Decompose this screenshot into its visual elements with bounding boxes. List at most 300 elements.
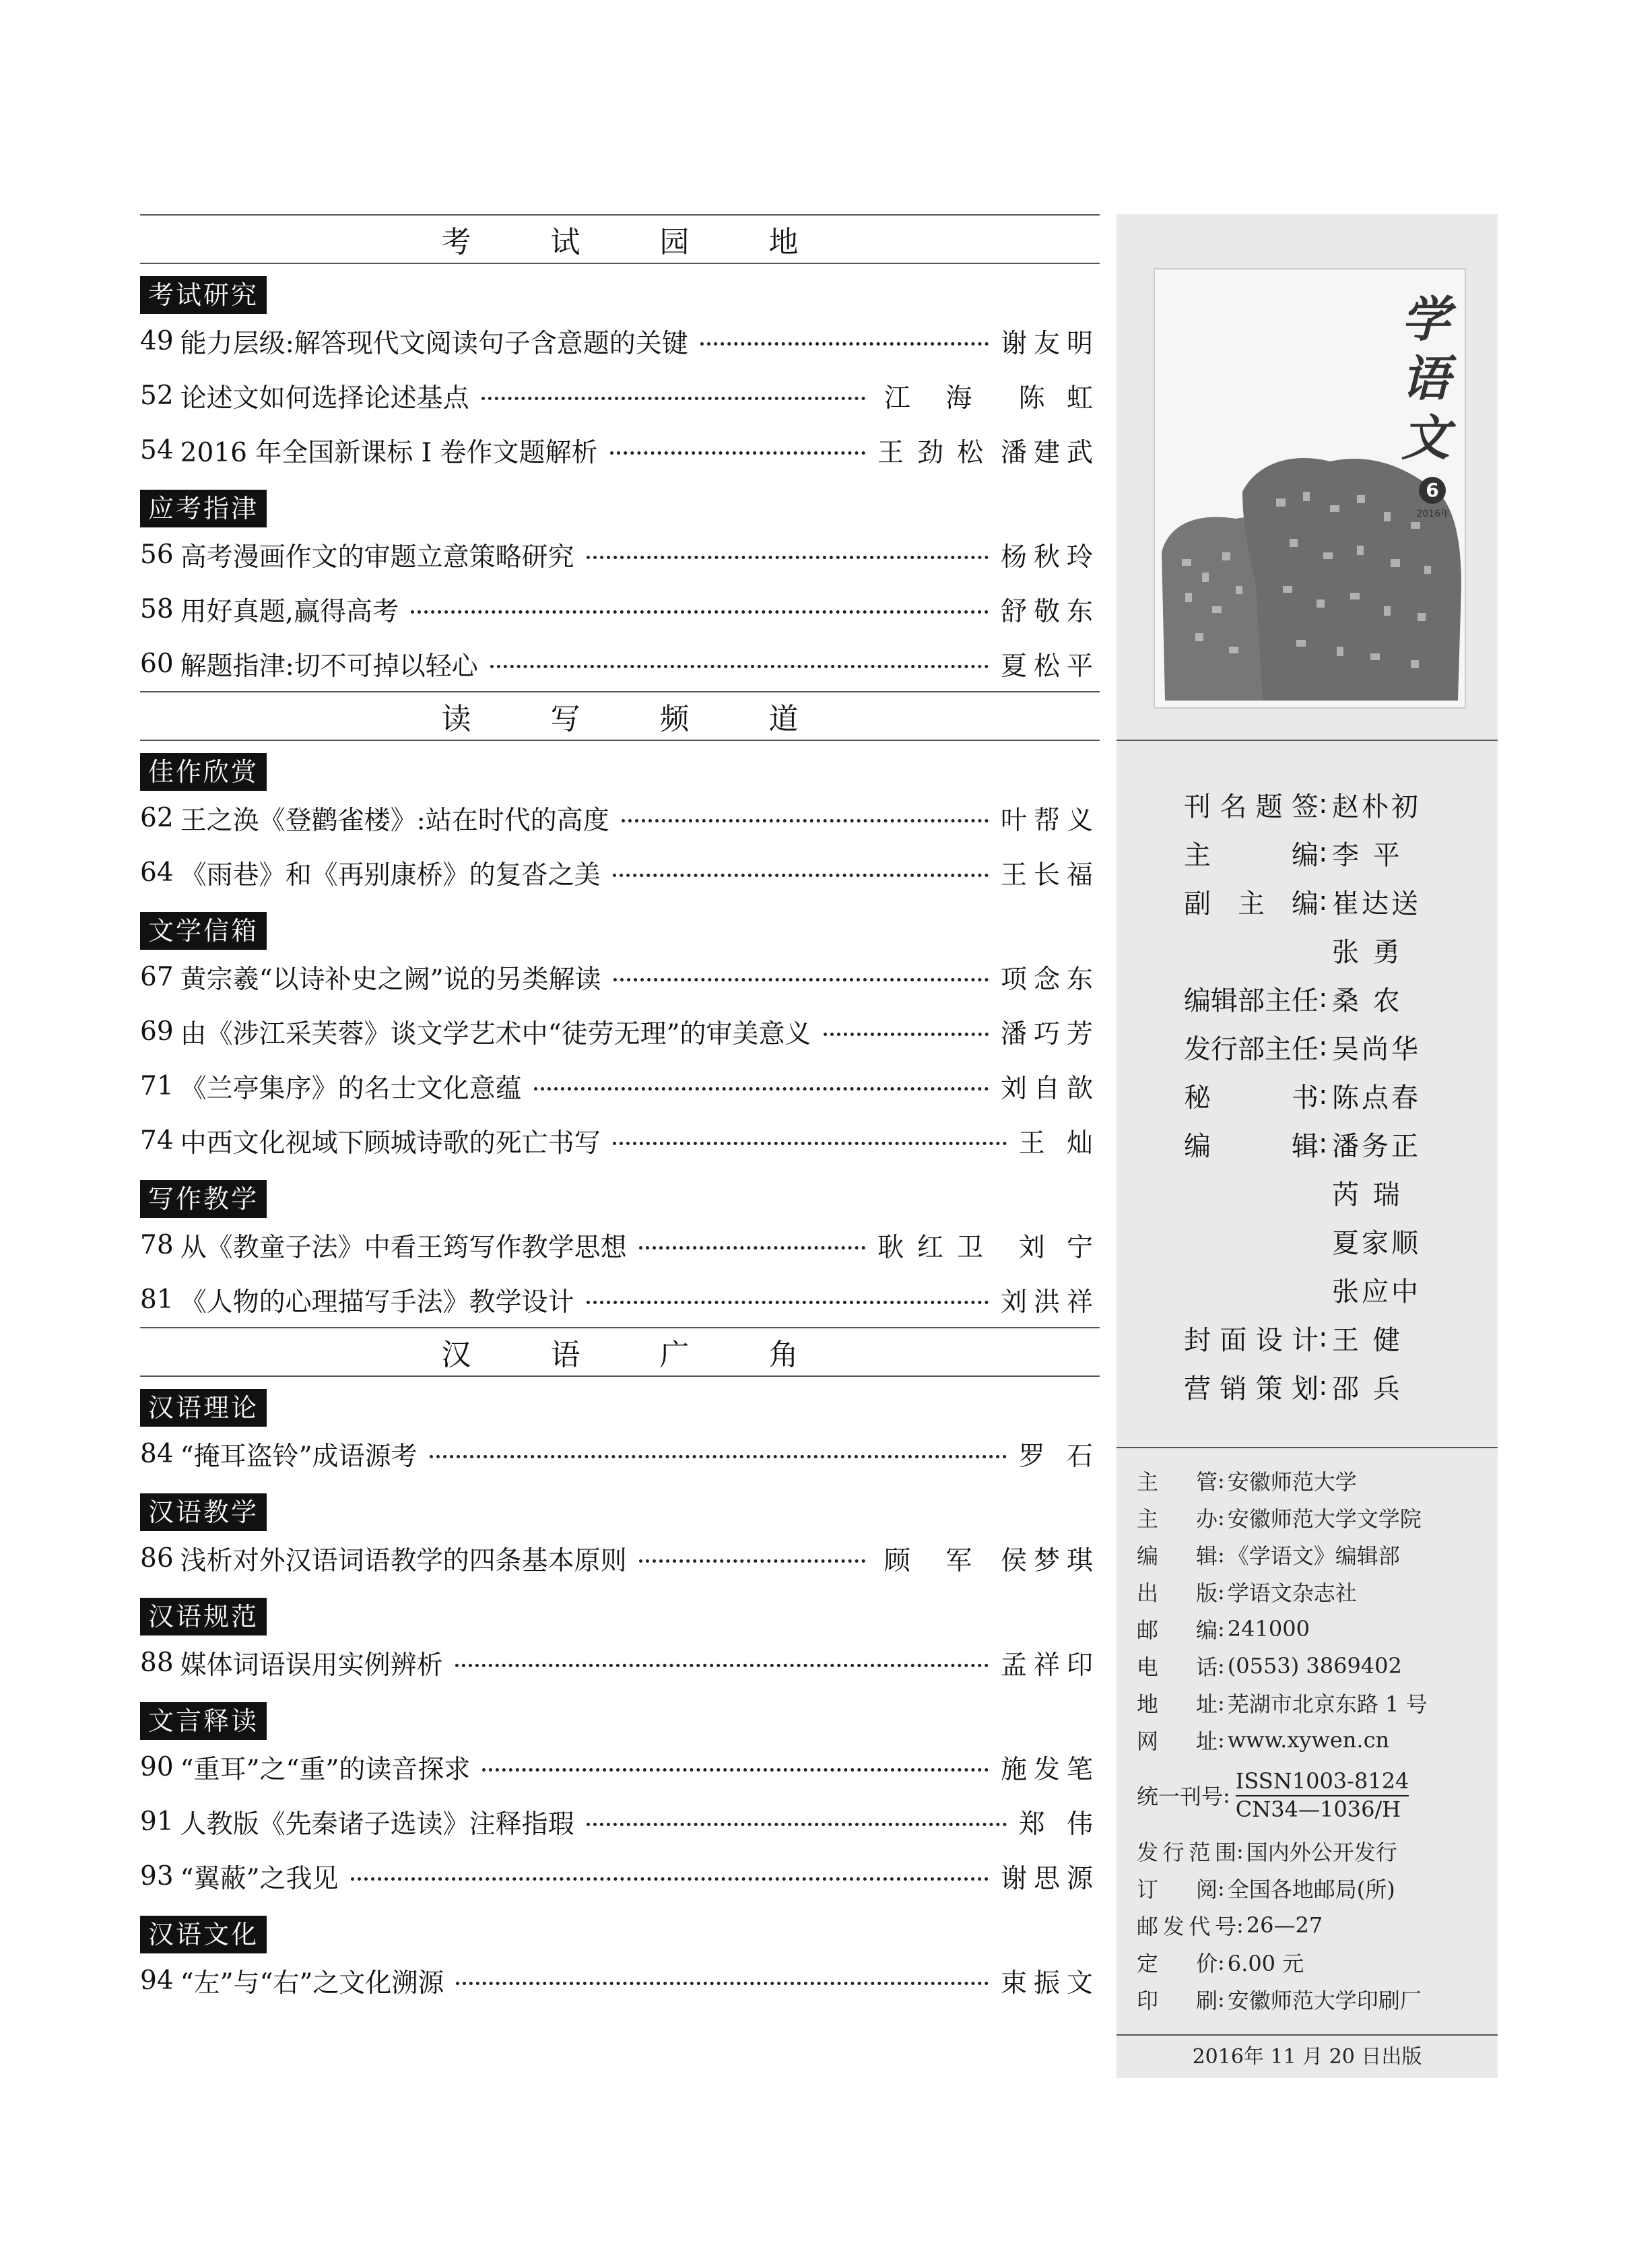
dot-leader — [455, 1664, 989, 1667]
toc-entry[interactable] — [140, 791, 1100, 845]
dot-leader — [613, 1142, 1007, 1145]
staff-name: 芮 瑞 — [1332, 1179, 1403, 1210]
article-author: 孟祥印 — [1000, 1650, 1100, 1681]
info-value: 安徽师范大学印刷厂 — [1227, 1987, 1422, 2013]
label-char: 邮 — [1137, 1617, 1159, 1643]
staff-name: 李 平 — [1332, 839, 1403, 871]
label-char: 编 — [1292, 888, 1319, 919]
colon: : — [1218, 1652, 1225, 1679]
article-author: 谢友明 — [1000, 328, 1100, 359]
article-author: 江 海 — [884, 383, 986, 414]
staff-role — [1184, 1367, 1319, 1406]
colon: : — [1319, 789, 1328, 820]
toc-entry[interactable] — [140, 1218, 1100, 1272]
colon: : — [1218, 1578, 1225, 1605]
label-char: 阅 — [1195, 1876, 1218, 1902]
toc-entry[interactable] — [140, 845, 1100, 900]
colon: : — [1319, 1128, 1328, 1159]
article-title: “左”与“右”之文化溯源 — [180, 1968, 444, 1999]
article-author: 施发笔 — [1000, 1754, 1100, 1785]
staff-row — [1184, 1120, 1467, 1168]
page-number: 86 — [140, 1543, 174, 1574]
label-char: 签 — [1291, 791, 1319, 822]
page-number: 84 — [140, 1439, 174, 1469]
page-number: 58 — [140, 594, 174, 624]
dot-leader — [534, 1087, 989, 1091]
dot-leader — [351, 1877, 989, 1881]
toc-entry[interactable] — [140, 1635, 1100, 1690]
label-char: 主 — [1265, 1033, 1292, 1065]
article-title: 《雨巷》和《再别康桥》的复沓之美 — [180, 860, 601, 890]
staff-name: 潘务正 — [1332, 1130, 1421, 1162]
page-number: 78 — [140, 1230, 174, 1260]
staff-name: 赵朴初 — [1332, 791, 1421, 822]
article-title: 由《涉江采芙蓉》谈文学艺术中“徒劳无理”的审美意义 — [180, 1018, 811, 1049]
colon: : — [1319, 837, 1328, 868]
info-row — [1137, 1499, 1487, 1536]
dot-leader — [700, 342, 989, 346]
colon: : — [1218, 1875, 1225, 1901]
page-number: 52 — [140, 381, 174, 411]
toc-entry[interactable] — [140, 1531, 1100, 1586]
toc-entry[interactable] — [140, 1272, 1100, 1327]
colon: : — [1319, 1371, 1328, 1402]
publication-date: 2016年 11 月 20 日出版 — [1192, 2045, 1422, 2069]
divider — [1117, 2034, 1498, 2036]
colon: : — [1319, 1080, 1328, 1111]
staff-role — [1184, 979, 1319, 1018]
label-char: 计 — [1291, 1324, 1319, 1356]
page-number: 94 — [140, 1966, 174, 1996]
colon: : — [1218, 1689, 1225, 1716]
colon: : — [1236, 1912, 1244, 1938]
label-char: 编 — [1195, 1617, 1218, 1643]
info-label — [1137, 1873, 1218, 1904]
info-value: 6.00 元 — [1227, 1950, 1304, 1976]
label-char: 发 — [1184, 1033, 1211, 1065]
info-label — [1137, 1539, 1218, 1570]
colon: : — [1218, 1541, 1225, 1567]
info-label — [1137, 1836, 1236, 1867]
category-label: 汉语教学 — [140, 1493, 267, 1531]
staff-name: 夏家顺 — [1332, 1227, 1421, 1259]
label-char: 策 — [1255, 1373, 1283, 1404]
label-char: 主 — [1265, 985, 1292, 1016]
toc-entry[interactable] — [140, 1740, 1100, 1794]
staff-name: 张应中 — [1332, 1276, 1421, 1307]
page-number: 64 — [140, 857, 174, 888]
page-number: 81 — [140, 1285, 174, 1315]
dot-leader — [411, 610, 989, 614]
info-row — [1137, 1610, 1487, 1647]
info-value: 安徽师范大学文学院 — [1227, 1505, 1422, 1532]
article-title: “掩耳盗铃”成语源考 — [180, 1441, 418, 1472]
dot-leader — [587, 1301, 989, 1304]
toc-entry[interactable] — [140, 1794, 1100, 1849]
article-title: 从《教童子法》中看王筠写作教学思想 — [180, 1232, 627, 1263]
page-number: 56 — [140, 540, 174, 570]
label-char: 电 — [1137, 1654, 1159, 1680]
page-number: 49 — [140, 326, 174, 356]
category-label: 文言释读 — [140, 1702, 267, 1740]
article-author: 顾 军 — [884, 1545, 986, 1576]
category-tag — [140, 1916, 1100, 1953]
page-number: 91 — [140, 1807, 174, 1837]
info-row — [1137, 1647, 1487, 1684]
label-char: 题 — [1255, 791, 1283, 822]
article-title: 浅析对外汉语词语教学的四条基本原则 — [180, 1545, 627, 1576]
issn-fraction — [1236, 1768, 1409, 1822]
category-label: 汉语理论 — [140, 1389, 267, 1427]
dot-leader — [587, 1823, 1007, 1826]
info-label — [1137, 1502, 1218, 1533]
label-char: 管 — [1195, 1468, 1218, 1495]
info-value: 安徽师范大学 — [1227, 1468, 1357, 1495]
label-char: 地 — [1137, 1691, 1159, 1717]
info-label — [1137, 1650, 1218, 1681]
page-number: 62 — [140, 803, 174, 833]
label-char: 主 — [1238, 888, 1265, 919]
dot-leader — [639, 1246, 865, 1250]
colon: : — [1218, 1504, 1225, 1530]
category-label: 应考指津 — [140, 490, 267, 527]
info-label — [1137, 1613, 1218, 1644]
page-number: 93 — [140, 1861, 174, 1891]
info-value: 全国各地邮局(所) — [1227, 1876, 1395, 1902]
category-label: 考试研究 — [140, 276, 267, 314]
label-char: 价 — [1195, 1950, 1218, 1976]
info-label — [1137, 1687, 1218, 1718]
dot-leader — [490, 665, 989, 668]
info-row — [1137, 1462, 1487, 1499]
category-tag — [140, 912, 1100, 950]
article-author: 刘自歆 — [1000, 1073, 1100, 1104]
label-char: 发 — [1137, 1839, 1159, 1865]
article-title: 2016 年全国新课标 I 卷作文题解析 — [180, 437, 598, 468]
editorial-staff-list — [1184, 780, 1467, 1411]
staff-row — [1184, 829, 1467, 877]
category-tag — [140, 490, 1100, 527]
label-char: 订 — [1137, 1876, 1159, 1902]
category-label: 汉语文化 — [140, 1916, 267, 1953]
colon: : — [1319, 1322, 1328, 1353]
staff-row — [1184, 1314, 1467, 1362]
info-list-bottom — [1137, 1832, 1487, 2017]
article-title: 人教版《先秦诸子选读》注释指瑕 — [180, 1809, 574, 1840]
label-char: 定 — [1137, 1950, 1159, 1976]
staff-row — [1184, 1023, 1467, 1071]
staff-role — [1184, 1076, 1319, 1115]
staff-role — [1184, 834, 1319, 872]
article-title: “翼蔽”之我见 — [180, 1863, 339, 1894]
page-number: 60 — [140, 649, 174, 679]
article-title: 论述文如何选择论述基点 — [180, 383, 469, 414]
page-number: 67 — [140, 962, 174, 992]
toc-entry[interactable] — [140, 582, 1100, 637]
info-row — [1137, 1943, 1487, 1980]
dot-leader — [481, 397, 865, 400]
staff-row — [1184, 1362, 1467, 1411]
article-title: “重耳”之“重”的读音探求 — [180, 1754, 471, 1785]
info-value: 241000 — [1227, 1615, 1310, 1642]
dot-leader — [613, 874, 989, 877]
staff-name: 王 健 — [1332, 1324, 1403, 1356]
article-author: 束振文 — [1000, 1968, 1100, 1999]
staff-row — [1184, 974, 1467, 1023]
article-title: 《人物的心理描写手法》教学设计 — [180, 1287, 574, 1318]
cover-title-char: 文 — [1401, 409, 1450, 466]
issn-row — [1137, 1758, 1487, 1832]
label-char: 办 — [1195, 1505, 1218, 1532]
article-title: 用好真题,赢得高考 — [180, 596, 399, 627]
article-title: 能力层级:解答现代文阅读句子含意题的关键 — [180, 328, 688, 359]
section-heading: 汉 语 广 角 — [140, 1327, 1100, 1377]
dot-leader — [587, 556, 989, 559]
article-author: 叶帮义 — [1000, 805, 1100, 836]
label-char: 设 — [1255, 1324, 1283, 1356]
info-label — [1137, 1947, 1218, 1978]
page-number: 69 — [140, 1016, 174, 1047]
category-tag — [140, 1598, 1100, 1635]
toc-entry[interactable] — [140, 637, 1100, 691]
article-author: 罗 石 — [1018, 1441, 1100, 1472]
colon: : — [1218, 1467, 1225, 1493]
staff-row — [1184, 1265, 1467, 1314]
info-value: www.xywen.cn — [1227, 1726, 1390, 1753]
divider — [1117, 1447, 1498, 1448]
page-number: 88 — [140, 1648, 174, 1678]
label-char: 面 — [1220, 1324, 1247, 1356]
label-char: 代 — [1189, 1913, 1211, 1939]
toc-entry[interactable] — [140, 527, 1100, 582]
article-author: 郑 伟 — [1018, 1809, 1100, 1840]
colon: : — [1319, 1031, 1328, 1062]
section-heading: 考 试 园 地 — [140, 214, 1100, 264]
label-char: 主 — [1137, 1505, 1159, 1532]
toc-entry[interactable] — [140, 950, 1100, 1004]
label-char: 围 — [1214, 1839, 1236, 1865]
label-char: 编 — [1184, 985, 1211, 1016]
staff-role — [1184, 785, 1319, 824]
issue-year: 2016年 — [1416, 509, 1450, 519]
staff-name: 吴尚华 — [1332, 1033, 1421, 1065]
label-char: 发 — [1162, 1913, 1185, 1939]
staff-name: 张 勇 — [1332, 936, 1403, 968]
info-label — [1137, 1465, 1218, 1496]
toc-entry[interactable] — [140, 1004, 1100, 1059]
page-number: 54 — [140, 435, 174, 465]
colon: : — [1218, 1726, 1225, 1753]
info-row — [1137, 1721, 1487, 1758]
article-title: 解题指津:切不可掉以轻心 — [180, 651, 478, 682]
toc-entry[interactable] — [140, 1427, 1100, 1481]
toc-entry[interactable] — [140, 368, 1100, 423]
label-char: 任 — [1292, 1033, 1319, 1065]
staff-row — [1184, 926, 1467, 974]
label-char: 秘 — [1184, 1082, 1211, 1113]
category-label: 佳作欣赏 — [140, 753, 267, 791]
colon: : — [1236, 1838, 1244, 1864]
label-char: 任 — [1292, 985, 1319, 1016]
staff-role — [1184, 1028, 1319, 1066]
article-title: 王之涣《登鹳雀楼》:站在时代的高度 — [180, 805, 609, 836]
page-number: 90 — [140, 1752, 174, 1782]
staff-row — [1184, 1071, 1467, 1120]
staff-role — [1184, 1125, 1319, 1163]
article-author: 潘巧芳 — [1000, 1018, 1100, 1049]
label-char: 划 — [1291, 1373, 1319, 1404]
label-char: 出 — [1137, 1580, 1159, 1606]
page-number: 74 — [140, 1126, 174, 1156]
label-char: 行 — [1211, 1033, 1238, 1065]
info-value: (0553) 3869402 — [1227, 1652, 1402, 1679]
label-char: 刊 — [1184, 791, 1211, 822]
cover-title — [1399, 290, 1453, 467]
dot-leader — [430, 1455, 1007, 1458]
section-heading: 读 写 频 道 — [140, 691, 1100, 741]
label-char: 址 — [1195, 1691, 1218, 1717]
article-author: 夏松平 — [1000, 651, 1100, 682]
label-char: 辑 — [1195, 1543, 1218, 1569]
article-authors — [877, 432, 1100, 469]
label-char: 主 — [1137, 1468, 1159, 1495]
dot-leader — [456, 1982, 989, 1985]
publication-info — [1137, 1462, 1487, 2017]
toc-entry[interactable] — [140, 423, 1100, 478]
article-title: 高考漫画作文的审题立意策略研究 — [180, 542, 574, 573]
colon: : — [1319, 983, 1328, 1014]
colon: : — [1218, 1615, 1225, 1642]
page-number: 71 — [140, 1071, 174, 1101]
info-value: 学语文杂志社 — [1227, 1580, 1357, 1606]
article-author: 王 灿 — [1018, 1128, 1100, 1159]
label-char: 部 — [1238, 985, 1265, 1016]
label-char: 话 — [1195, 1654, 1218, 1680]
info-row — [1137, 1573, 1487, 1610]
category-tag — [140, 753, 1100, 791]
article-author: 王劲松 — [877, 437, 997, 468]
article-authors — [877, 377, 1100, 415]
info-row — [1137, 1684, 1487, 1721]
table-of-contents — [140, 214, 1100, 2008]
info-row — [1137, 1869, 1487, 1906]
info-label — [1137, 1724, 1218, 1755]
label-char: 行 — [1162, 1839, 1185, 1865]
category-tag — [140, 1702, 1100, 1740]
label-char: 辑 — [1292, 1130, 1319, 1162]
label-char: 名 — [1220, 791, 1247, 822]
article-authors — [877, 1540, 1100, 1578]
info-label — [1137, 1910, 1236, 1941]
staff-role — [1184, 1319, 1319, 1357]
masthead-sidebar — [1117, 214, 1498, 2078]
category-label: 写作教学 — [140, 1180, 267, 1218]
article-author: 谢思源 — [1000, 1863, 1100, 1894]
article-author: 刘洪祥 — [1000, 1287, 1100, 1318]
issue-badge: 6 — [1419, 477, 1446, 504]
article-author: 舒敬东 — [1000, 596, 1100, 627]
label-char: 版 — [1195, 1580, 1218, 1606]
category-label: 汉语规范 — [140, 1598, 267, 1635]
label-char: 刷 — [1195, 1987, 1218, 2013]
info-row — [1137, 1832, 1487, 1869]
info-value: 26—27 — [1246, 1912, 1323, 1938]
category-tag — [140, 1389, 1100, 1427]
label-char: 书 — [1292, 1082, 1319, 1113]
toc-entry[interactable] — [140, 1953, 1100, 2008]
label-char: 网 — [1137, 1728, 1159, 1754]
info-row — [1137, 1536, 1487, 1573]
staff-row — [1184, 780, 1467, 829]
category-tag — [140, 1493, 1100, 1531]
label-char: 辑 — [1211, 985, 1238, 1016]
staff-role — [1184, 882, 1319, 921]
article-title: 《兰亭集序》的名士文化意蕴 — [180, 1073, 522, 1104]
info-value: 芜湖市北京东路 1 号 — [1227, 1691, 1428, 1717]
divider — [1117, 740, 1498, 741]
label-char: 址 — [1195, 1728, 1218, 1754]
colon: : — [1218, 1949, 1225, 1975]
label-char: 封 — [1184, 1324, 1211, 1356]
label-char: 副 — [1184, 888, 1211, 919]
article-author: 侯梦琪 — [1000, 1545, 1100, 1576]
cover-title-char: 学 — [1401, 290, 1450, 348]
info-row — [1137, 1980, 1487, 2017]
toc-entry[interactable] — [140, 1113, 1100, 1168]
article-title: 媒体词语误用实例辨析 — [180, 1650, 443, 1681]
info-label — [1137, 1576, 1218, 1607]
article-author: 刘 宁 — [1018, 1232, 1100, 1263]
cover-title-char: 语 — [1401, 350, 1450, 407]
staff-row — [1184, 1168, 1467, 1217]
dot-leader — [622, 819, 989, 822]
info-label: 统一刊号 — [1137, 1784, 1224, 1809]
label-char: 邮 — [1137, 1913, 1159, 1939]
article-title: 黄宗羲“以诗补史之阙”说的另类解读 — [180, 964, 601, 995]
info-row — [1137, 1906, 1487, 1943]
toc-entry[interactable] — [140, 314, 1100, 368]
info-label — [1137, 1984, 1218, 2015]
cn-number: CN34—1036/H — [1235, 1796, 1401, 1822]
colon: : — [1319, 886, 1328, 917]
dot-leader — [482, 1768, 989, 1772]
staff-row — [1184, 1217, 1467, 1265]
label-char: 部 — [1238, 1033, 1265, 1065]
colon: : — [1218, 1986, 1225, 2012]
toc-entry[interactable] — [140, 1849, 1100, 1904]
category-tag — [140, 1180, 1100, 1218]
dot-leader — [824, 1033, 989, 1036]
staff-name: 桑 农 — [1332, 985, 1403, 1016]
staff-name: 陈点春 — [1332, 1082, 1421, 1113]
colon: : — [1223, 1782, 1230, 1808]
toc-entry[interactable] — [140, 1059, 1100, 1113]
label-char: 编 — [1292, 839, 1319, 871]
category-tag — [140, 276, 1100, 314]
label-char: 印 — [1137, 1987, 1159, 2013]
info-value: 《学语文》编辑部 — [1227, 1543, 1400, 1569]
issn-number: ISSN1003-8124 — [1236, 1768, 1409, 1796]
staff-name: 邵 兵 — [1332, 1373, 1403, 1404]
dot-leader — [613, 978, 989, 981]
article-author: 王长福 — [1000, 860, 1100, 890]
article-author: 潘建武 — [1000, 437, 1100, 468]
article-author: 陈 虹 — [1018, 383, 1100, 414]
label-char: 营 — [1184, 1373, 1211, 1404]
label-char: 销 — [1220, 1373, 1247, 1404]
article-author: 耿红卫 — [877, 1232, 997, 1263]
info-value: 国内外公开发行 — [1246, 1839, 1397, 1865]
